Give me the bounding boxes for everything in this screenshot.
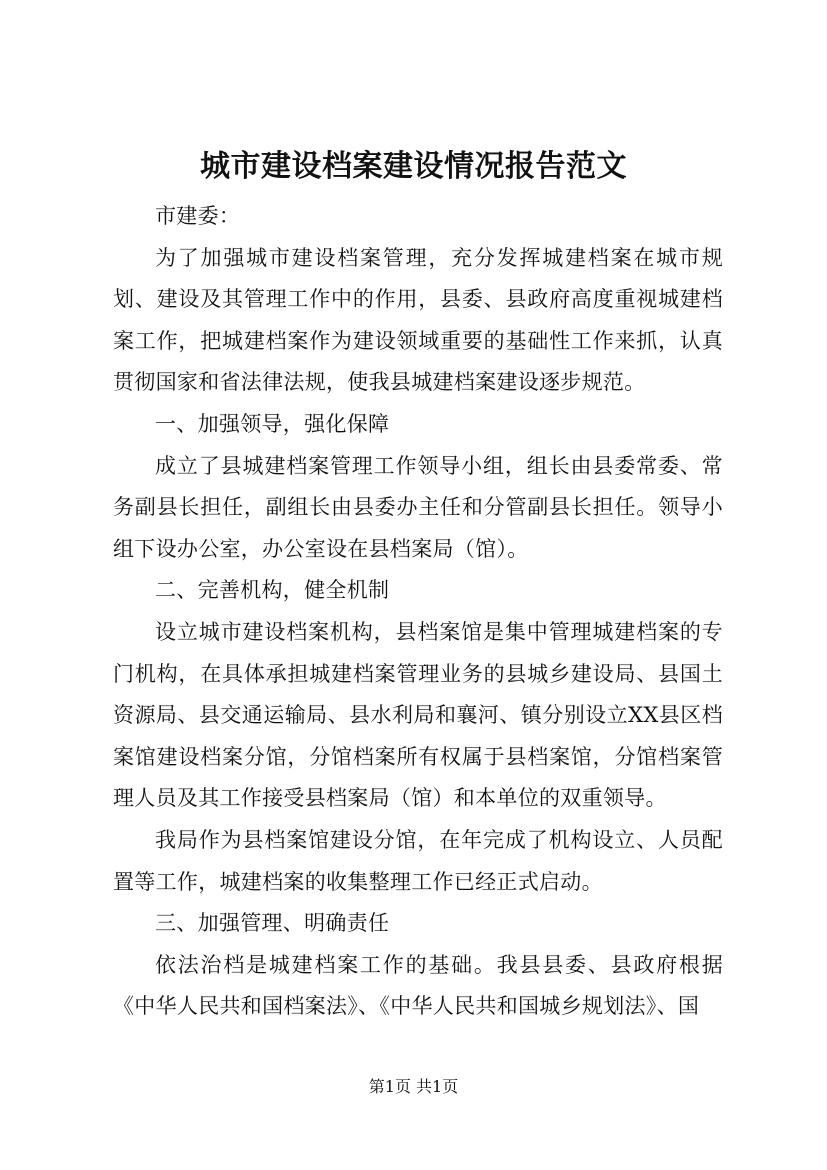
section-3-paragraph: 依法治档是城建档案工作的基础。我县县委、县政府根据《中华人民共和国档案法》、《中华人民共和国城乡规划法》、国: [113, 952, 723, 1019]
section-heading-3: 三、加强管理、明确责任: [155, 911, 390, 936]
section-1-paragraph: 成立了县城建档案管理工作领导小组，组长由县委常委、常务副县长担任，副组长由县委办主任和分管副县长担任。领导小组下设办公室，办公室设在县档案局（馆）。: [113, 453, 723, 561]
salutation: 市建委：: [155, 204, 241, 228]
section-heading-1: 一、加强领导，强化保障: [155, 411, 390, 436]
section-2-paragraph-2: 我局作为县档案馆建设分馆，在年完成了机构设立、人员配置等工作，城建档案的收集整理工作已经正式启动。: [113, 827, 723, 894]
section-2-paragraph-1: 设立城市建设档案机构，县档案馆是集中管理城建档案的专门机构，在具体承担城建档案管理业务的县城乡建设局、县国土资源局、县交通运输局、县水利局和襄河、镇分别设立XX县区档案馆建设档案分馆，分馆档案所有权属于县档案馆，分馆档案管理人员及其工作接受县档案局（馆）和本单位的双重领导。: [113, 619, 723, 811]
page-footer: [0, 1076, 827, 1098]
intro-paragraph: 为了加强城市建设档案管理，充分发挥城建档案在城市规划、建设及其管理工作中的作用，县委、县政府高度重视城建档案工作，把城建档案作为建设领域重要的基础性工作来抓，认真贯彻国家和省法律法规，使我县城建档案建设逐步规范。: [113, 245, 723, 395]
document-body: [113, 196, 723, 1028]
page-number-label: 第1页 共1页: [368, 1077, 459, 1096]
section-heading-2: 二、完善机构，健全机制: [155, 578, 390, 603]
document-title: 城市建设档案建设情况报告范文: [200, 149, 627, 184]
